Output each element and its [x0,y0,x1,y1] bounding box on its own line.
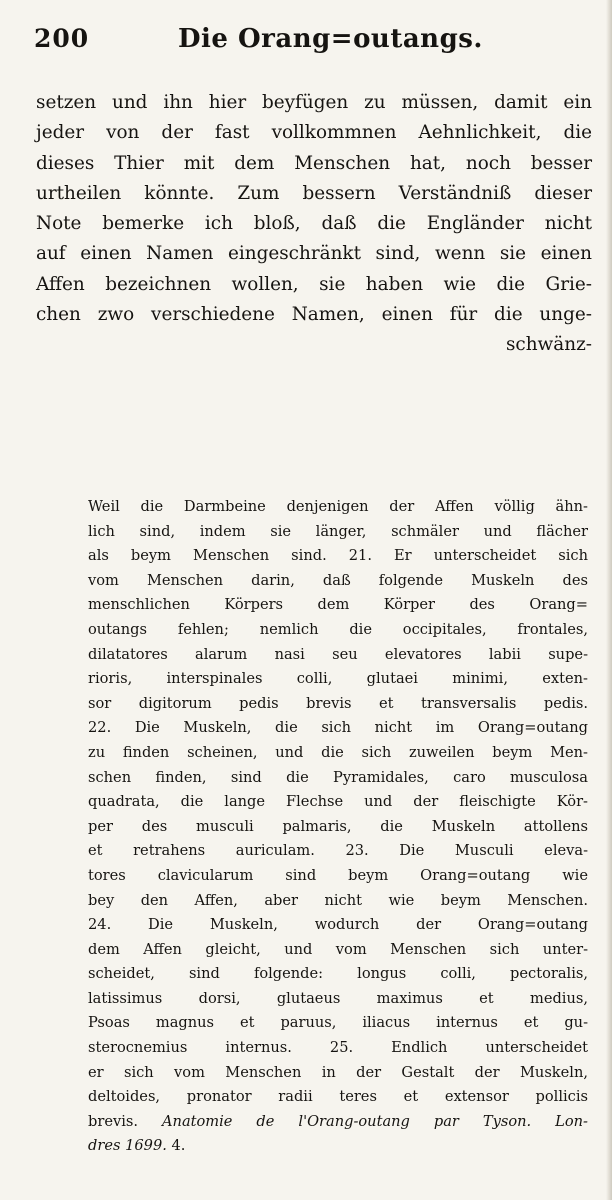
main-text-line: dieses Thier mit dem Menschen hat, noch besser [36,152,592,174]
footnote-text: 4. [171,1137,186,1155]
footnote-line: sterocnemius internus. 25. Endlich unterscheidet [88,1039,588,1057]
footnote-line: vom Menschen darin, daß folgende Muskeln des [88,571,588,589]
citation-text: dres 1699. [88,1137,167,1155]
footnote-line: menschlichen Körpers dem Körper des Orang= [88,596,588,614]
main-text-line: urtheilen könnte. Zum bessern Verständniß dieser [36,182,592,204]
footnote-line: quadrata, die lange Flechse und der fleischigte Kör- [88,793,588,811]
main-text-line: Affen bezeichnen wollen, sie haben wie die Grie- [36,273,592,295]
main-text-line: auf einen Namen eingeschränkt sind, wenn sie einen [36,243,592,265]
footnote-line: Psoas magnus et paruus, iliacus internus et gu- [88,1014,588,1032]
footnote-line [88,1110,588,1135]
footnote-line: er sich vom Menschen in der Gestalt der Muskeln, [88,1063,588,1081]
footnote-line: scheidet, sind folgende: longus colli, pectoralis, [88,965,588,983]
footnote [88,495,588,1159]
main-text [36,88,592,361]
footnote-line: dilatatores alarum nasi seu elevatores labii supe- [88,645,588,663]
running-head: Die Orang=outangs. [178,24,483,54]
footnote-line: als beym Menschen sind. 21. Er unterscheidet sich [88,547,588,565]
catchword: schwänz- [505,334,592,356]
page-number: 200 [34,24,90,53]
footnote-line: latissimus dorsi, glutaeus maximus et medius, [88,989,588,1007]
page-edge-shadow [606,0,612,1200]
footnote-line: per des musculi palmaris, die Muskeln attollens [88,817,588,835]
page-header [32,22,588,62]
footnote-line: bey den Affen, aber nicht wie beym Menschen. [88,891,588,909]
main-text-line: jeder von der fast vollkommnen Aehnlichkeit, die [36,122,592,144]
main-text-line: Note bemerke ich bloß, daß die Engländer nicht [36,213,592,235]
footnote-line: Weil die Darmbeine denjenigen der Affen völlig ähn- [88,498,588,515]
footnote-line: et retrahens auriculam. 23. Die Musculi eleva- [88,842,588,860]
footnote-line: deltoides, pronator radii teres et extensor pollicis [88,1088,588,1106]
main-text-line: chen zwo verschiedene Namen, einen für die unge- [36,304,592,326]
citation-text: Anatomie de l'Orang-outang par Tyson. Lon- [162,1112,588,1130]
footnote-line: dem Affen gleicht, und vom Menschen sich unter- [88,940,588,958]
footnote-line [88,1134,588,1159]
footnote-line: rioris, interspinales colli, glutaei minimi, exten- [88,670,588,688]
footnote-text: brevis. [88,1112,138,1130]
footnote-line: lich sind, indem sie länger, schmäler und flächer [88,522,588,540]
footnote-line: 24. Die Muskeln, wodurch der Orang=outang [88,916,588,934]
footnote-line: outangs fehlen; nemlich die occipitales, frontales, [88,620,588,638]
footnote-line: schen finden, sind die Pyramidales, caro musculosa [88,768,588,786]
main-text-line: setzen und ihn hier beyfügen zu müssen, damit ein [36,92,592,113]
footnote-line: zu finden scheinen, und die sich zuweilen beym Men- [88,743,588,761]
footnote-line: tores clavicularum sind beym Orang=outang wie [88,866,588,884]
footnote-line: 22. Die Muskeln, die sich nicht im Orang=outang [88,719,588,737]
footnote-line: sor digitorum pedis brevis et transversalis pedis. [88,694,588,712]
